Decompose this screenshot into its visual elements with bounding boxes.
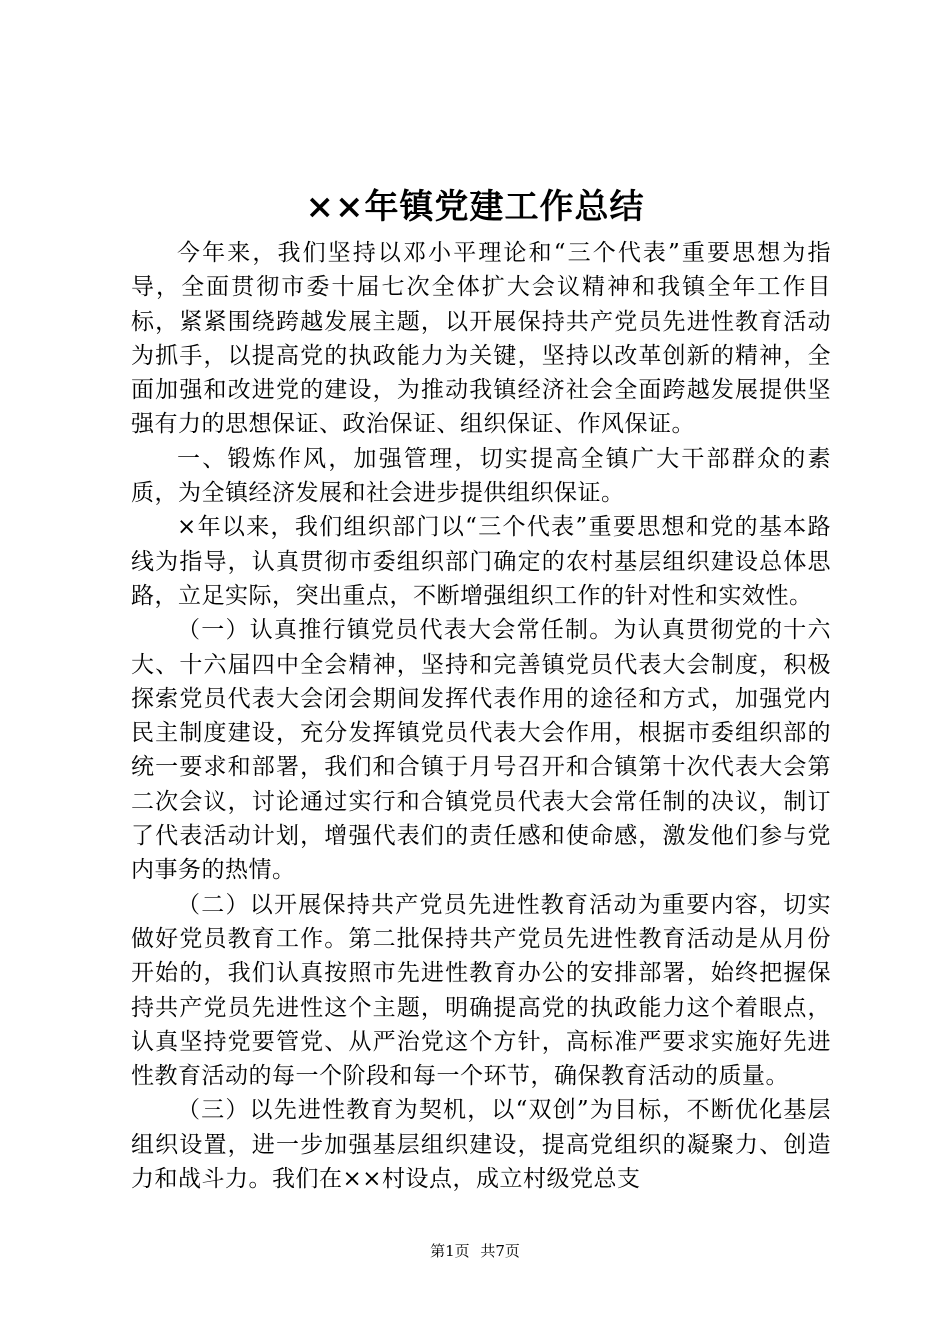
- page-total: 共7页: [480, 1242, 520, 1260]
- paragraph-item-1: （一）认真推行镇党员代表大会常任制。为认真贯彻党的十六大、十六届四中全会精神，坚持和完善镇党员代表大会制度，积极探索党员代表大会闭会期间发挥代表作用的途径和方式，加强党内民主制度建设，充分发挥镇党员代表大会作用，根据市委组织部的统一要求和部署，我们和合镇于月号召开和合镇第十次代表大会第二次会议，讨论通过实行和合镇党员代表大会常任制的决议，制订了代表活动计划，增强代表们的责任感和使命感，激发他们参与党内事务的热情。: [131, 617, 831, 884]
- paragraph-item-3: （三）以先进性教育为契机，以“双创”为目标，不断优化基层组织设置，进一步加强基层组织建设，提高党组织的凝聚力、创造力和战斗力。我们在××村设点，成立村级党总支: [131, 1097, 831, 1193]
- paragraph-intro: 今年来，我们坚持以邓小平理论和“三个代表”重要思想为指导，全面贯彻市委十届七次全体扩大会议精神和我镇全年工作目标，紧紧围绕跨越发展主题，以开展保持共产党员先进性教育活动为抓手，以提高党的执政能力为关键，坚持以改革创新的精神，全面加强和改进党的建设，为推动我镇经济社会全面跨越发展提供坚强有力的思想保证、政治保证、组织保证、作风保证。: [131, 240, 831, 438]
- document-title: ××年镇党建工作总结: [305, 187, 645, 227]
- document-body: [131, 236, 831, 1196]
- paragraph-item-2: （二）以开展保持共产党员先进性教育活动为重要内容，切实做好党员教育工作。第二批保持共产党员先进性教育活动是从月份开始的，我们认真按照市先进性教育办公的安排部署，始终把握保持共产党员先进性这个主题，明确提高党的执政能力这个着眼点，认真坚持党要管党、从严治党这个方针，高标准严要求实施好先进性教育活动的每一个阶段和每一个环节，确保教育活动的质量。: [131, 891, 831, 1090]
- paragraph-section-heading-1: 一、锻炼作风，加强管理，切实提高全镇广大干部群众的素质，为全镇经济发展和社会进步提供组织保证。: [131, 445, 831, 507]
- paragraph-overview: ×年以来，我们组织部门以“三个代表”重要思想和党的基本路线为指导，认真贯彻市委组织部门确定的农村基层组织建设总体思路，立足实际，突出重点，不断增强组织工作的针对性和实效性。: [131, 514, 831, 609]
- page-footer: [0, 1240, 950, 1262]
- page-number: 第1页: [430, 1242, 470, 1260]
